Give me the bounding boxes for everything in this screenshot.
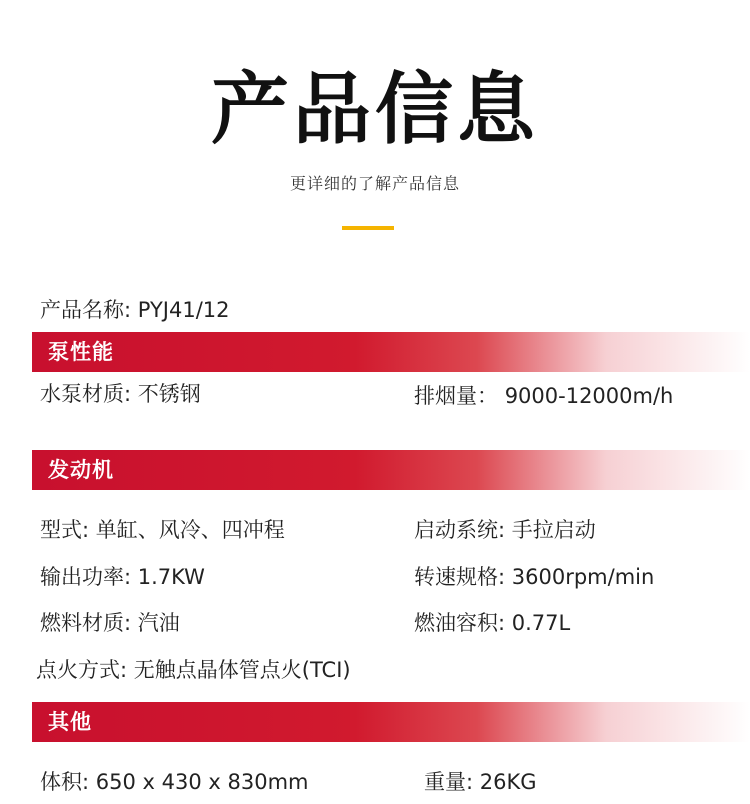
- start-system-value: 手拉启动: [511, 518, 596, 542]
- page-subtitle: 更详细的了解产品信息: [289, 174, 460, 193]
- start-system-label: 启动系统:: [414, 518, 506, 542]
- pump-material-value: 不锈钢: [137, 382, 201, 406]
- section-title-pump: 泵性能: [48, 340, 114, 364]
- volume-row: [40, 768, 308, 796]
- speed-spec-row: [414, 563, 654, 591]
- weight-label: 重量:: [424, 770, 474, 794]
- fuel-type-value: 汽油: [137, 611, 180, 635]
- engine-type-value: 单缸、风冷、四冲程: [95, 518, 285, 542]
- page-title: 产品信息: [210, 65, 539, 155]
- section-title-other: 其他: [48, 710, 92, 734]
- section-bar-pump: [32, 332, 750, 372]
- output-power-value: 1.7KW: [137, 565, 205, 589]
- speed-spec-label: 转速规格:: [414, 565, 506, 589]
- start-system-row: [414, 516, 596, 544]
- section-bar-other: [32, 702, 750, 742]
- speed-spec-value: 3600rpm/min: [511, 565, 655, 589]
- ignition-label: 点火方式:: [36, 658, 128, 682]
- fuel-tank-value: 0.77L: [511, 611, 571, 635]
- exhaust-row: [414, 382, 673, 410]
- engine-type-row: [40, 516, 285, 544]
- volume-label: 体积:: [40, 770, 90, 794]
- weight-value: 26KG: [479, 770, 537, 794]
- output-power-row: [40, 563, 205, 591]
- ignition-row: [36, 656, 351, 684]
- fuel-type-row: [40, 609, 180, 637]
- fuel-tank-row: [414, 609, 570, 637]
- volume-value: 650 x 430 x 830mm: [95, 770, 309, 794]
- section-bar-engine: [32, 450, 750, 490]
- product-name-row: [40, 296, 230, 324]
- fuel-tank-label: 燃油容积:: [414, 611, 506, 635]
- pump-material-label: 水泵材质:: [40, 382, 132, 406]
- product-name-value: PYJ41/12: [137, 298, 230, 322]
- product-name-label: 产品名称:: [40, 298, 132, 322]
- pump-material-row: [40, 380, 201, 408]
- fuel-type-label: 燃料材质:: [40, 611, 132, 635]
- ignition-value: 无触点晶体管点火(TCI): [133, 658, 351, 682]
- section-title-engine: 发动机: [48, 458, 114, 482]
- output-power-label: 输出功率:: [40, 565, 132, 589]
- engine-type-label: 型式:: [40, 518, 90, 542]
- exhaust-label: 排烟量：: [414, 384, 498, 408]
- exhaust-value: 9000-12000m/h: [504, 384, 674, 408]
- weight-row: [424, 768, 537, 796]
- title-accent-divider: [342, 226, 394, 230]
